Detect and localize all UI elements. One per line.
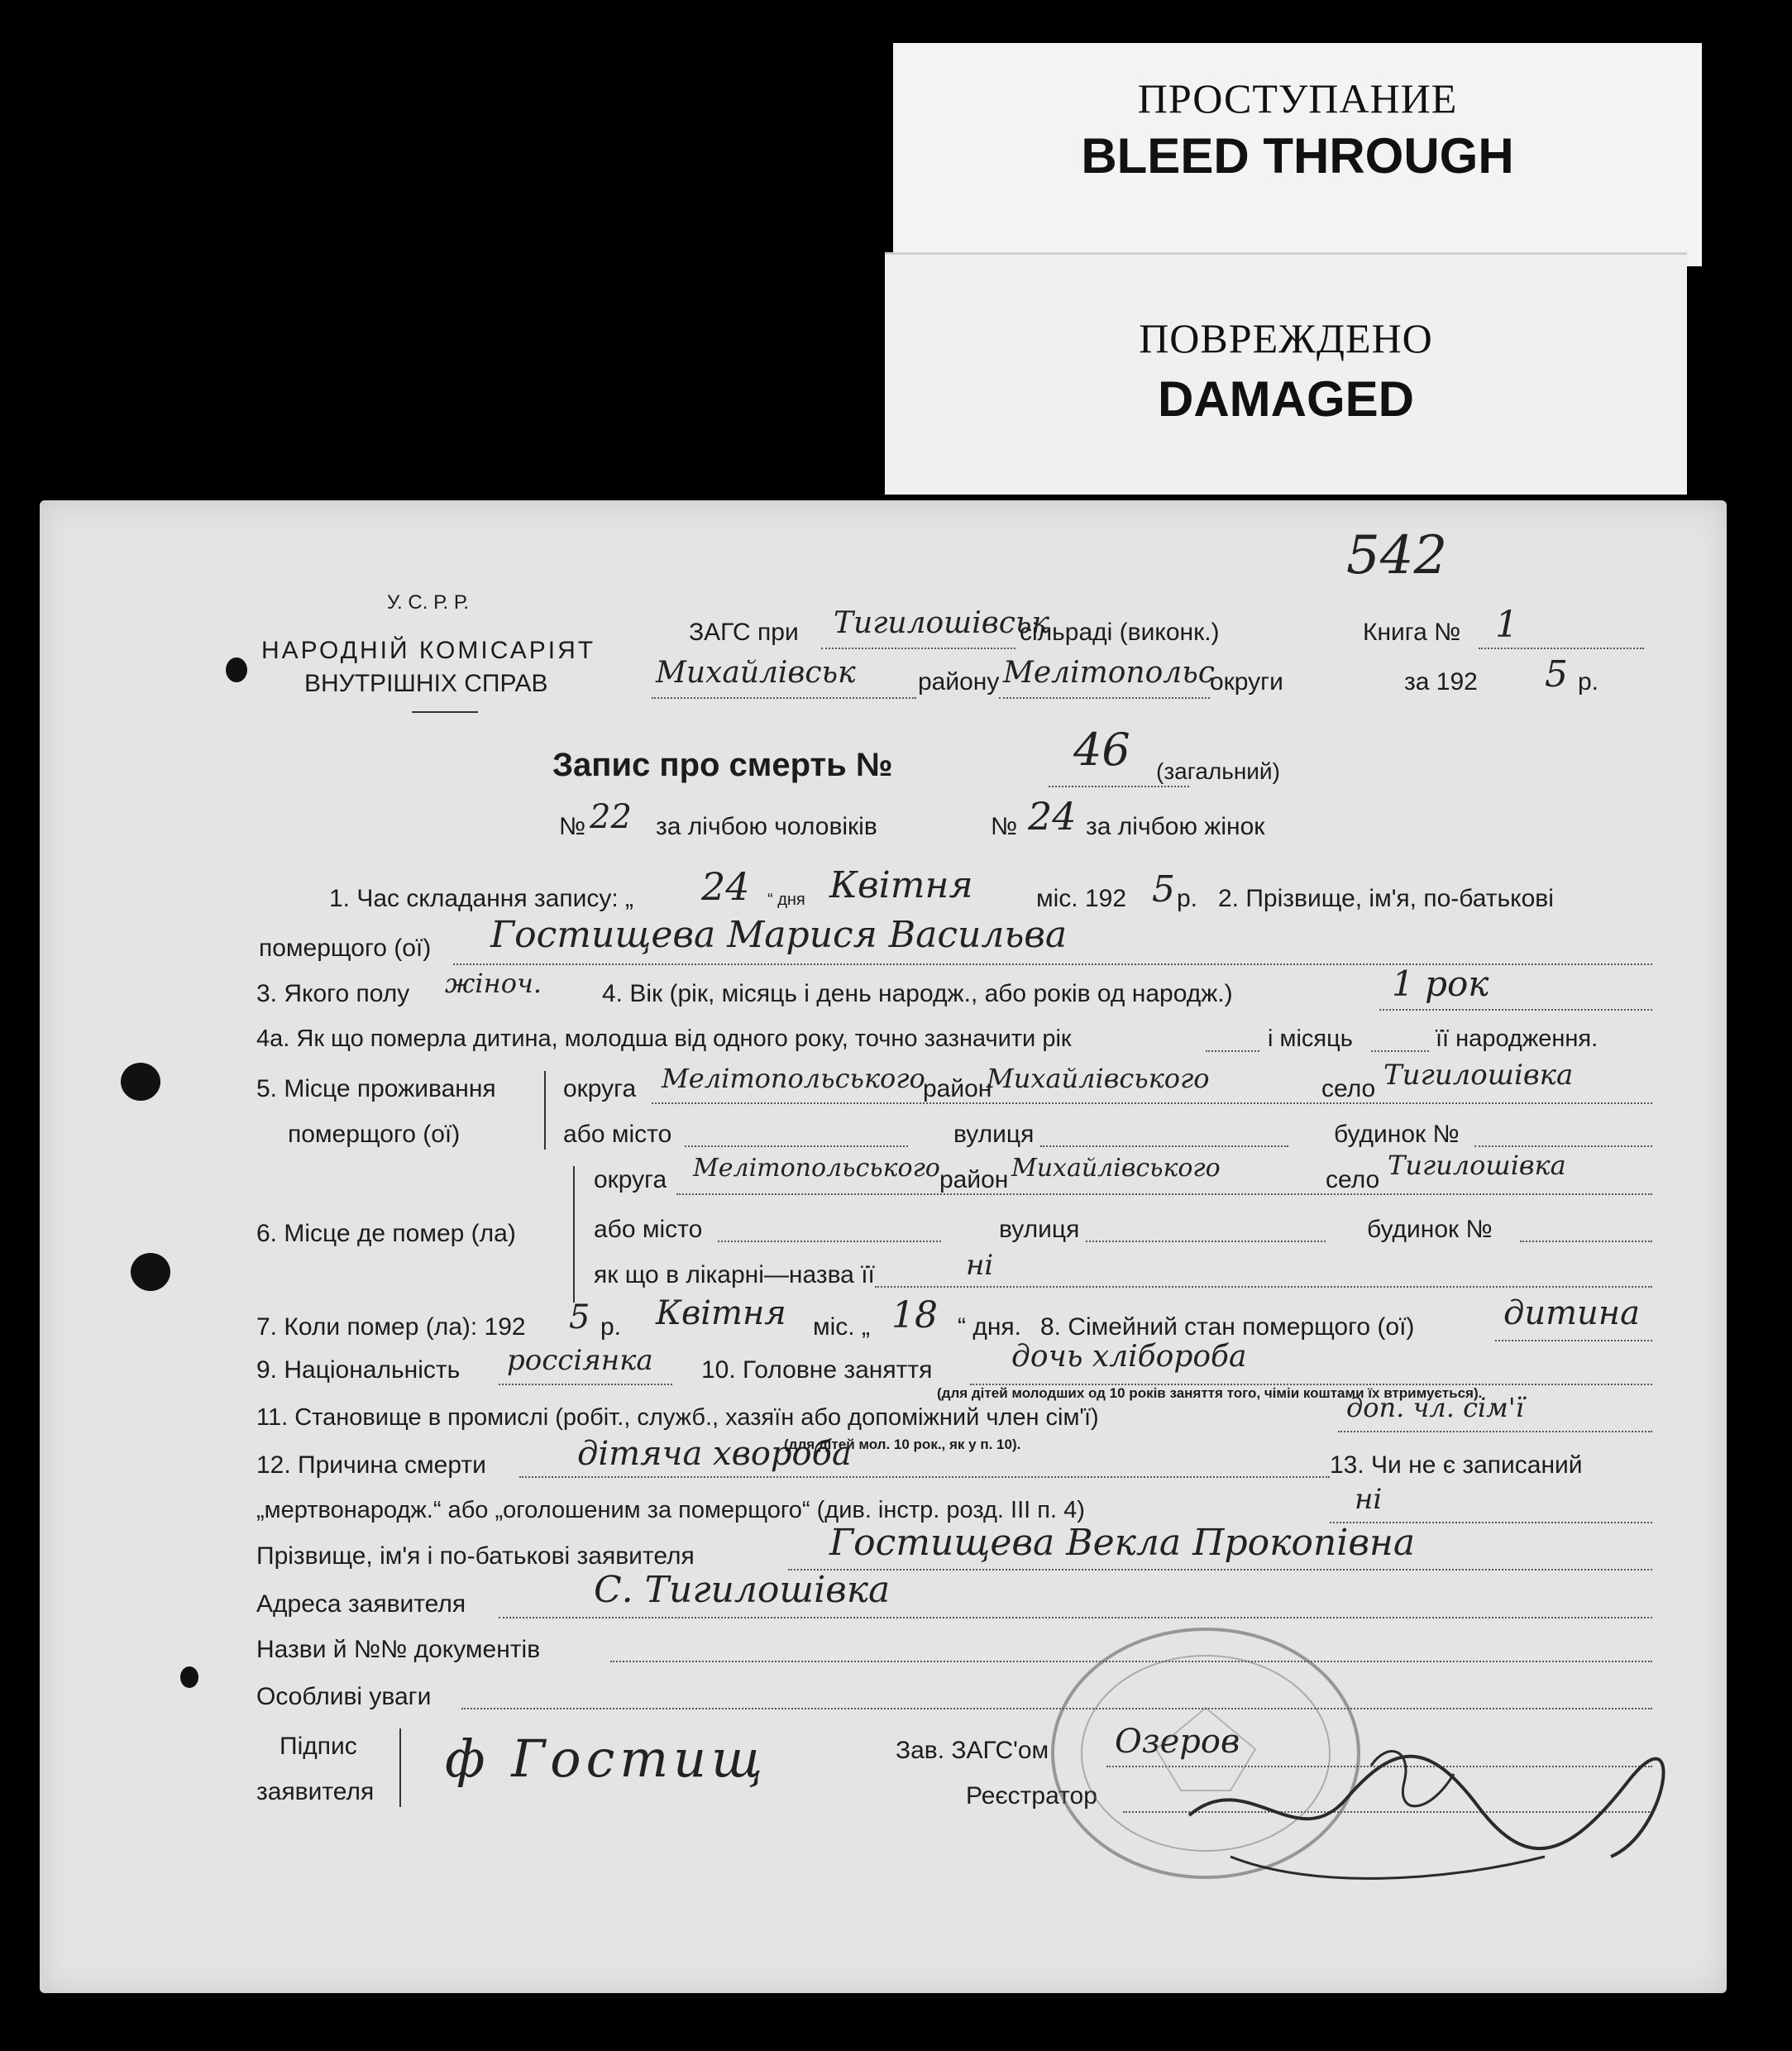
field-4a-year-line bbox=[1206, 1050, 1259, 1052]
field-9-line bbox=[499, 1384, 672, 1385]
field-4a-label: 4а. Як що померла дитина, молодша від одного року, точно зазначити рік bbox=[256, 1026, 1072, 1052]
republic-abbr: У. С. Р. Р. bbox=[387, 591, 470, 614]
book-line bbox=[1479, 648, 1644, 649]
village-council-line bbox=[821, 648, 1015, 649]
death-record-form bbox=[40, 500, 1727, 1993]
field-1-year-suffix: р. bbox=[1177, 885, 1198, 912]
header-divider bbox=[412, 711, 478, 713]
field-11-line bbox=[1338, 1431, 1652, 1432]
women-label: за лічбою жінок bbox=[1086, 813, 1265, 840]
district-line bbox=[652, 697, 916, 699]
record-number-line bbox=[1049, 786, 1189, 787]
record-title: Запис про смерть № bbox=[552, 747, 893, 783]
field-6-selo: село bbox=[1326, 1166, 1380, 1193]
field-6-okruha-value: Мелітопольського bbox=[693, 1154, 940, 1183]
men-number: 22 bbox=[590, 798, 632, 836]
year-digit: 5 bbox=[1545, 653, 1568, 696]
punch-hole bbox=[121, 1063, 160, 1101]
field-7-r: р. bbox=[600, 1313, 622, 1341]
field-7-label: 7. Коли помер (ла): 192 bbox=[256, 1313, 526, 1341]
field-5-selo-value: Тигилошівка bbox=[1383, 1059, 1574, 1092]
book-number: 1 bbox=[1495, 604, 1518, 646]
address-label: Адреса заявителя bbox=[256, 1590, 466, 1618]
field-12-note: (для дітей мол. 10 рок., як у п. 10). bbox=[784, 1437, 1021, 1452]
head-signature: Озеров bbox=[1115, 1723, 1240, 1761]
field-8-line bbox=[1495, 1340, 1652, 1341]
field-12-value: дітяча хвороба bbox=[577, 1435, 852, 1473]
field-7-day: 18 bbox=[891, 1294, 938, 1336]
bleed-through-label bbox=[893, 43, 1702, 266]
field-1-year: 5 bbox=[1152, 868, 1175, 911]
applicant-signature: ф Гостищ bbox=[445, 1728, 768, 1789]
field-12-line bbox=[519, 1476, 1330, 1478]
damaged-en: DAMAGED bbox=[1158, 371, 1414, 427]
bleed-through-en: BLEED THROUGH bbox=[1081, 128, 1514, 184]
damaged-label bbox=[885, 252, 1687, 495]
field-5-selo: село bbox=[1321, 1075, 1376, 1102]
field-13-label2: „мертвонародж.“ або „оголошеним за померщого“ (див. інстр. розд. III п. 4) bbox=[256, 1497, 1085, 1523]
field-5-brace bbox=[544, 1071, 546, 1150]
commissariat-line2: ВНУТРІШНІХ СПРАВ bbox=[304, 670, 548, 697]
archive-number: 542 bbox=[1346, 525, 1448, 586]
field-3-label: 3. Якого полу bbox=[256, 980, 410, 1007]
field-4-line bbox=[1379, 1009, 1652, 1011]
field-4a-end: її народження. bbox=[1436, 1026, 1598, 1052]
notes-label: Особливі уваги bbox=[256, 1683, 432, 1710]
field-1-day: 24 bbox=[701, 864, 750, 909]
field-5-okruha-value: Мелітопольського bbox=[662, 1063, 925, 1094]
field-5-vulytsia: вулиця bbox=[953, 1121, 1035, 1148]
district-value: Михайлівськ bbox=[656, 656, 856, 690]
registrar-signature-flourish bbox=[1181, 1691, 1677, 1906]
field-6-hospital-value: ні bbox=[966, 1249, 994, 1282]
field-6-raion: район bbox=[939, 1166, 1009, 1193]
record-number: 46 bbox=[1073, 724, 1130, 776]
field-8-value: дитина bbox=[1503, 1294, 1640, 1332]
field-6-vulytsia: вулиця bbox=[999, 1216, 1080, 1243]
head-label: Зав. ЗАГС'ом bbox=[896, 1737, 1049, 1764]
field-6-vulytsia-line bbox=[1086, 1241, 1326, 1242]
field-6-budynok-line bbox=[1520, 1241, 1652, 1242]
okruha-line bbox=[999, 697, 1210, 699]
field-4a-mid: і місяць bbox=[1268, 1026, 1353, 1052]
village-council-value: Тигилошівськ bbox=[834, 606, 1049, 640]
field-4a-month-line bbox=[1371, 1050, 1429, 1052]
field-13-label: 13. Чи не є записаний bbox=[1330, 1451, 1583, 1479]
field-5-raion: район bbox=[923, 1075, 992, 1102]
field-5-misto: або місто bbox=[563, 1121, 672, 1148]
field-10-value: дочь хлібороба bbox=[1011, 1340, 1247, 1374]
field-5-budynok-line bbox=[1474, 1145, 1652, 1147]
women-number: 24 bbox=[1028, 794, 1077, 839]
field-2-label: 2. Прізвище, ім'я, по-батькові bbox=[1218, 885, 1554, 912]
commissariat-line1: НАРОДНІЙ КОМІСАРІЯТ bbox=[261, 637, 596, 664]
field-3-value: жіноч. bbox=[445, 968, 542, 999]
field-1-label: 1. Час складання запису: „ bbox=[329, 885, 634, 912]
registrar-label: Реєстратор bbox=[966, 1782, 1097, 1810]
field-5-label: 5. Місце проживання bbox=[256, 1075, 496, 1102]
sign-label-1: Підпис bbox=[280, 1733, 357, 1760]
field-1-month: Квітня bbox=[829, 864, 973, 906]
field-6-brace bbox=[573, 1166, 575, 1303]
damaged-ru: ПОВРЕЖДЕНО bbox=[1139, 315, 1433, 361]
field-4-label: 4. Вік (рік, місяць і день народж., або років од народж.) bbox=[602, 980, 1233, 1007]
men-prefix: № bbox=[559, 813, 586, 840]
punch-hole bbox=[226, 657, 247, 682]
field-11-value: доп. чл. сім'ї bbox=[1346, 1392, 1524, 1423]
punch-hole bbox=[180, 1666, 198, 1688]
field-6-selo-value: Тигилошівка bbox=[1388, 1150, 1566, 1181]
applicant-label: Прізвище, ім'я і по-батькові заявителя bbox=[256, 1542, 695, 1570]
field-2-label2: померщого (ої) bbox=[259, 935, 432, 962]
zags-post-label: сільраді (виконк.) bbox=[1020, 619, 1220, 646]
punch-hole bbox=[131, 1253, 170, 1291]
field-8-label: 8. Сімейний стан померщого (ої) bbox=[1040, 1313, 1415, 1341]
sign-label-2: заявителя bbox=[256, 1778, 375, 1805]
applicant-line bbox=[788, 1569, 1652, 1571]
record-general-label: (загальний) bbox=[1156, 758, 1280, 784]
field-9-label: 9. Національність bbox=[256, 1356, 461, 1384]
field-7-day-suffix: “ дня. bbox=[958, 1313, 1021, 1341]
year-suffix: р. bbox=[1578, 668, 1599, 696]
field-7-mis: міс. „ bbox=[813, 1313, 870, 1341]
zags-pre-label: ЗАГС при bbox=[689, 619, 799, 646]
field-12-label: 12. Причина смерти bbox=[256, 1451, 486, 1479]
field-10-label: 10. Головне заняття bbox=[701, 1356, 933, 1384]
field-1-day-suffix: “ дня bbox=[767, 891, 805, 909]
field-6-misto-line bbox=[718, 1241, 941, 1242]
field-1-month-suffix: міс. 192 bbox=[1036, 885, 1127, 912]
field-6-label: 6. Місце де помер (ла) bbox=[256, 1220, 516, 1247]
field-5-misto-line bbox=[685, 1145, 908, 1147]
address-value: С. Тигилошівка bbox=[594, 1569, 891, 1611]
field-7-month: Квітня bbox=[656, 1294, 786, 1332]
field-4-value: 1 рок bbox=[1392, 963, 1489, 1004]
field-5-okruha: округа bbox=[563, 1075, 637, 1102]
field-13-value: ні bbox=[1355, 1483, 1383, 1516]
field-6-budynok: будинок № bbox=[1367, 1216, 1493, 1243]
field-6-hospital-line bbox=[875, 1286, 1652, 1288]
field-5-vulytsia-line bbox=[1040, 1145, 1288, 1147]
okruha-value: Мелітопольс bbox=[1003, 656, 1215, 690]
district-label: району bbox=[918, 668, 1000, 696]
okruha-label: округи bbox=[1210, 668, 1283, 696]
field-6-okruha: округа bbox=[594, 1166, 667, 1193]
field-7-year: 5 bbox=[569, 1298, 590, 1336]
field-11-label: 11. Становище в промислі (робіт., служб., хазяїн або допоміжний член сім'ї) bbox=[256, 1404, 1099, 1431]
men-label: за лічбою чоловіків bbox=[656, 813, 877, 840]
field-5-line bbox=[652, 1102, 1652, 1104]
year-label: за 192 bbox=[1404, 668, 1478, 696]
field-6-hospital: як що в лікарні—назва її bbox=[594, 1261, 875, 1288]
women-prefix: № bbox=[991, 813, 1018, 840]
book-label: Книга № bbox=[1363, 619, 1461, 646]
field-5-raion-value: Михайлівського bbox=[987, 1063, 1210, 1094]
field-10-note: (для дітей молодших од 10 років заняття того, чіміи коштами їх втримується). bbox=[937, 1385, 1483, 1401]
bleed-through-ru: ПРОСТУПАНИЕ bbox=[1137, 75, 1458, 122]
field-2-value: Гостищева Марися Васильва bbox=[490, 914, 1068, 956]
field-5-budynok: будинок № bbox=[1334, 1121, 1460, 1148]
field-6-line bbox=[676, 1193, 1652, 1195]
signature-brace bbox=[399, 1728, 401, 1807]
field-5-label2: померщого (ої) bbox=[288, 1121, 461, 1148]
applicant-value: Гостищева Векла Прокопівна bbox=[829, 1522, 1416, 1564]
documents-label: Назви й №№ документів bbox=[256, 1636, 541, 1663]
field-6-misto: або місто bbox=[594, 1216, 703, 1243]
field-6-raion-value: Михайлівського bbox=[1011, 1154, 1221, 1183]
field-9-value: россіянка bbox=[507, 1344, 653, 1377]
